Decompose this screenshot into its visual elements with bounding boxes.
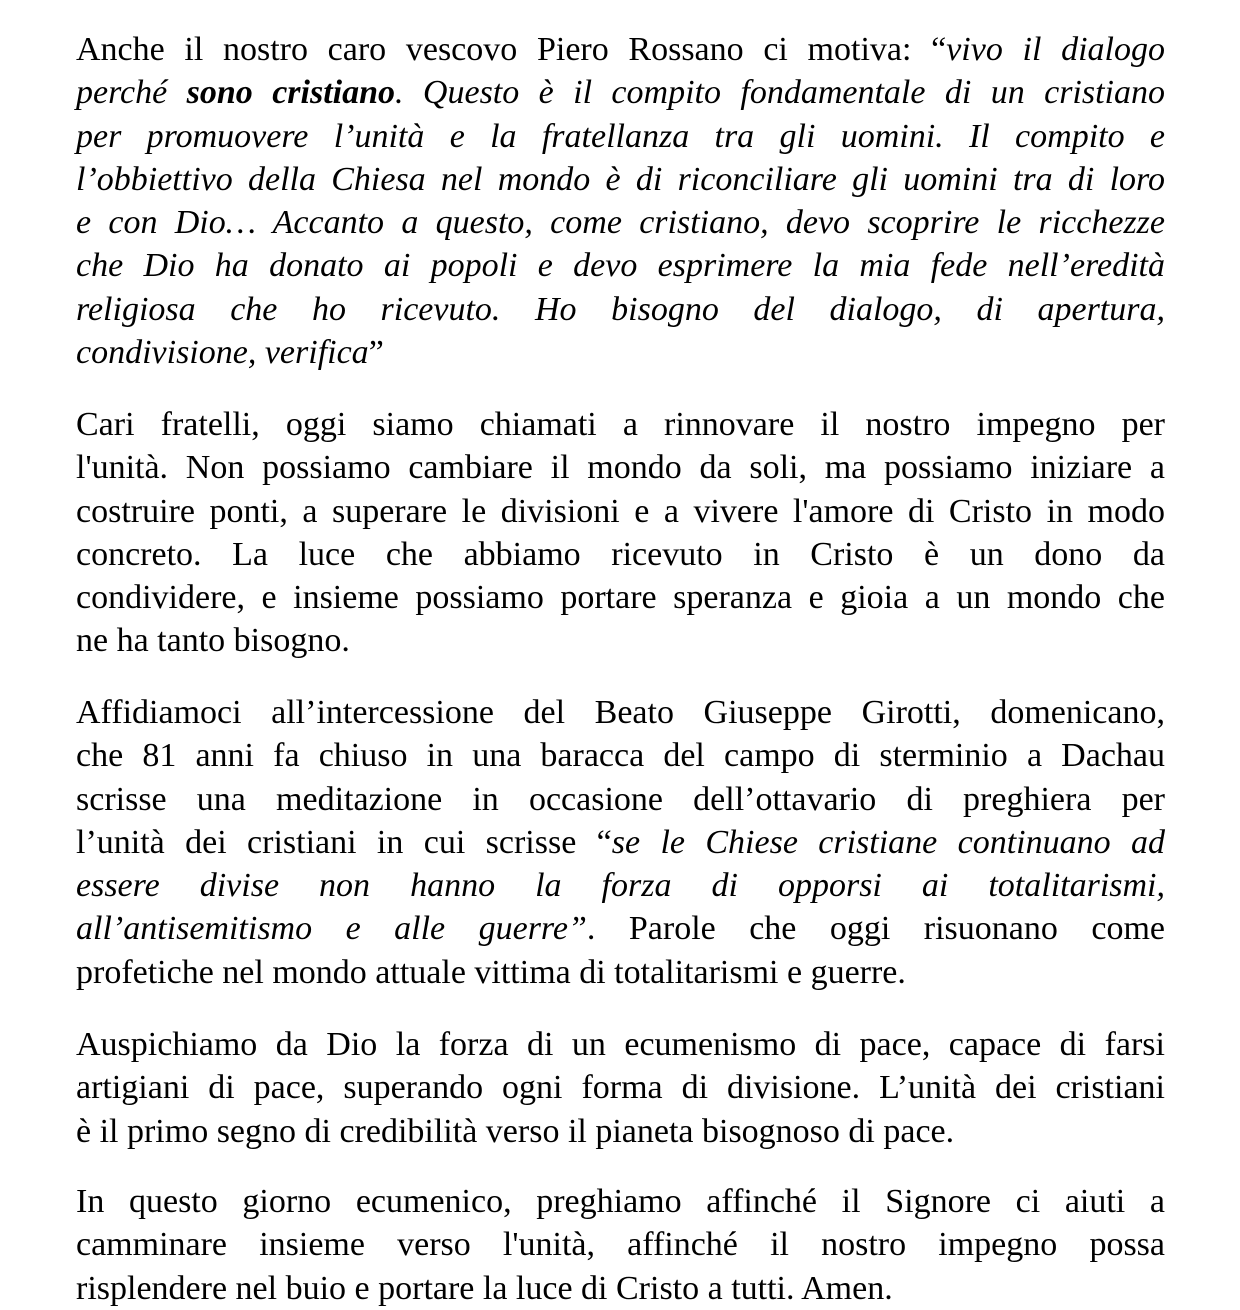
italic-quote-text: l’obbiettivo della Chiesa nel mondo è di riconciliare gli uomini tra di loro (76, 160, 1165, 198)
paragraph-renew-commitment (76, 403, 1165, 663)
text-line (76, 331, 1165, 374)
text-line (76, 288, 1165, 331)
text-line (76, 1267, 1165, 1310)
text-line (76, 691, 1165, 734)
text-line (76, 1023, 1165, 1066)
body-text: ne ha tanto bisogno. (76, 622, 350, 660)
italic-quote-text: perché (76, 74, 187, 112)
italic-quote-text: se le Chiese cristiane continuano ad (611, 823, 1165, 861)
body-text: artigiani di pace, superando ogni forma di divisione. L’unità dei cristiani (76, 1069, 1165, 1107)
text-line (76, 71, 1165, 114)
text-line (76, 244, 1165, 287)
italic-quote-text: per promuovere l’unità e la fratellanza tra gli uomini. Il compito e (76, 117, 1165, 155)
body-text: In questo giorno ecumenico, preghiamo affinché il Signore ci aiuti a (76, 1183, 1165, 1220)
text-line (76, 619, 1165, 662)
text-line (76, 1180, 1165, 1223)
text-line (76, 533, 1165, 576)
text-line (76, 28, 1165, 71)
text-line (76, 1110, 1165, 1153)
italic-quote-text: che Dio ha donato ai popoli e devo esprimere la mia fede nell’eredità (76, 247, 1165, 285)
text-line (76, 907, 1165, 950)
emphasis-bold-text: sono cristiano (186, 74, 396, 112)
text-line (76, 864, 1165, 907)
body-text: l’unità dei cristiani in cui scrisse “ (76, 823, 612, 861)
italic-quote-text: all’antisemitismo e alle guerre” (76, 910, 587, 948)
body-text: l'unità. Non possiamo cambiare il mondo da soli, ma possiamo iniziare a (76, 449, 1165, 487)
body-text: risplendere nel buio e portare la luce di Cristo a tutti. Amen. (76, 1269, 893, 1307)
paragraph-ecumenism-of-peace (76, 1023, 1165, 1153)
body-text: . Parole che oggi risuonano come (586, 910, 1165, 948)
body-text: Cari fratelli, oggi siamo chiamati a rinnovare il nostro impegno per (76, 406, 1165, 443)
paragraph-closing-prayer (76, 1180, 1165, 1310)
paragraph-rossano-quote (76, 28, 1165, 374)
body-text: Anche il nostro caro vescovo Piero Rossano ci motiva: “ (76, 31, 947, 68)
text-line (76, 1223, 1165, 1266)
text-line (76, 821, 1165, 864)
body-text: scrisse una meditazione in occasione dell’ottavario di preghiera per (76, 780, 1165, 818)
text-line (76, 576, 1165, 619)
body-text: Affidiamoci all’intercessione del Beato Giuseppe Girotti, domenicano, (76, 694, 1165, 731)
italic-quote-text: condivisione, verifica (76, 334, 369, 372)
italic-quote-text: vivo il dialogo (946, 31, 1165, 68)
text-line (76, 115, 1165, 158)
body-text: profetiche nel mondo attuale vittima di totalitarismi e guerre. (76, 953, 906, 991)
italic-quote-text: e con Dio… Accanto a questo, come cristiano, devo scoprire le ricchezze (76, 204, 1165, 242)
paragraph-girotti-intercession (76, 691, 1165, 994)
body-text: è il primo segno di credibilità verso il pianeta bisognoso di pace. (76, 1112, 955, 1150)
body-text: camminare insieme verso l'unità, affinché il nostro impegno possa (76, 1226, 1165, 1264)
text-line (76, 158, 1165, 201)
text-line (76, 778, 1165, 821)
body-text: ” (368, 334, 384, 372)
body-text: concreto. La luce che abbiamo ricevuto in Cristo è un dono da (76, 535, 1165, 573)
body-text: condividere, e insieme possiamo portare speranza e gioia a un mondo che (76, 579, 1165, 617)
text-line (76, 734, 1165, 777)
italic-quote-text: essere divise non hanno la forza di opporsi ai totalitarismi, (76, 867, 1165, 905)
italic-quote-text: religiosa che ho ricevuto. Ho bisogno del dialogo, di apertura, (76, 290, 1165, 328)
text-line (76, 490, 1165, 533)
text-line (76, 201, 1165, 244)
text-line (76, 446, 1165, 489)
body-text: che 81 anni fa chiuso in una baracca del campo di sterminio a Dachau (76, 737, 1165, 775)
text-line (76, 1066, 1165, 1109)
text-line (76, 403, 1165, 446)
italic-quote-text: . Questo è il compito fondamentale di un cristiano (395, 74, 1165, 112)
body-text: costruire ponti, a superare le divisioni e a vivere l'amore di Cristo in modo (76, 492, 1165, 530)
text-line (76, 951, 1165, 994)
body-text: Auspichiamo da Dio la forza di un ecumenismo di pace, capace di farsi (76, 1026, 1165, 1063)
